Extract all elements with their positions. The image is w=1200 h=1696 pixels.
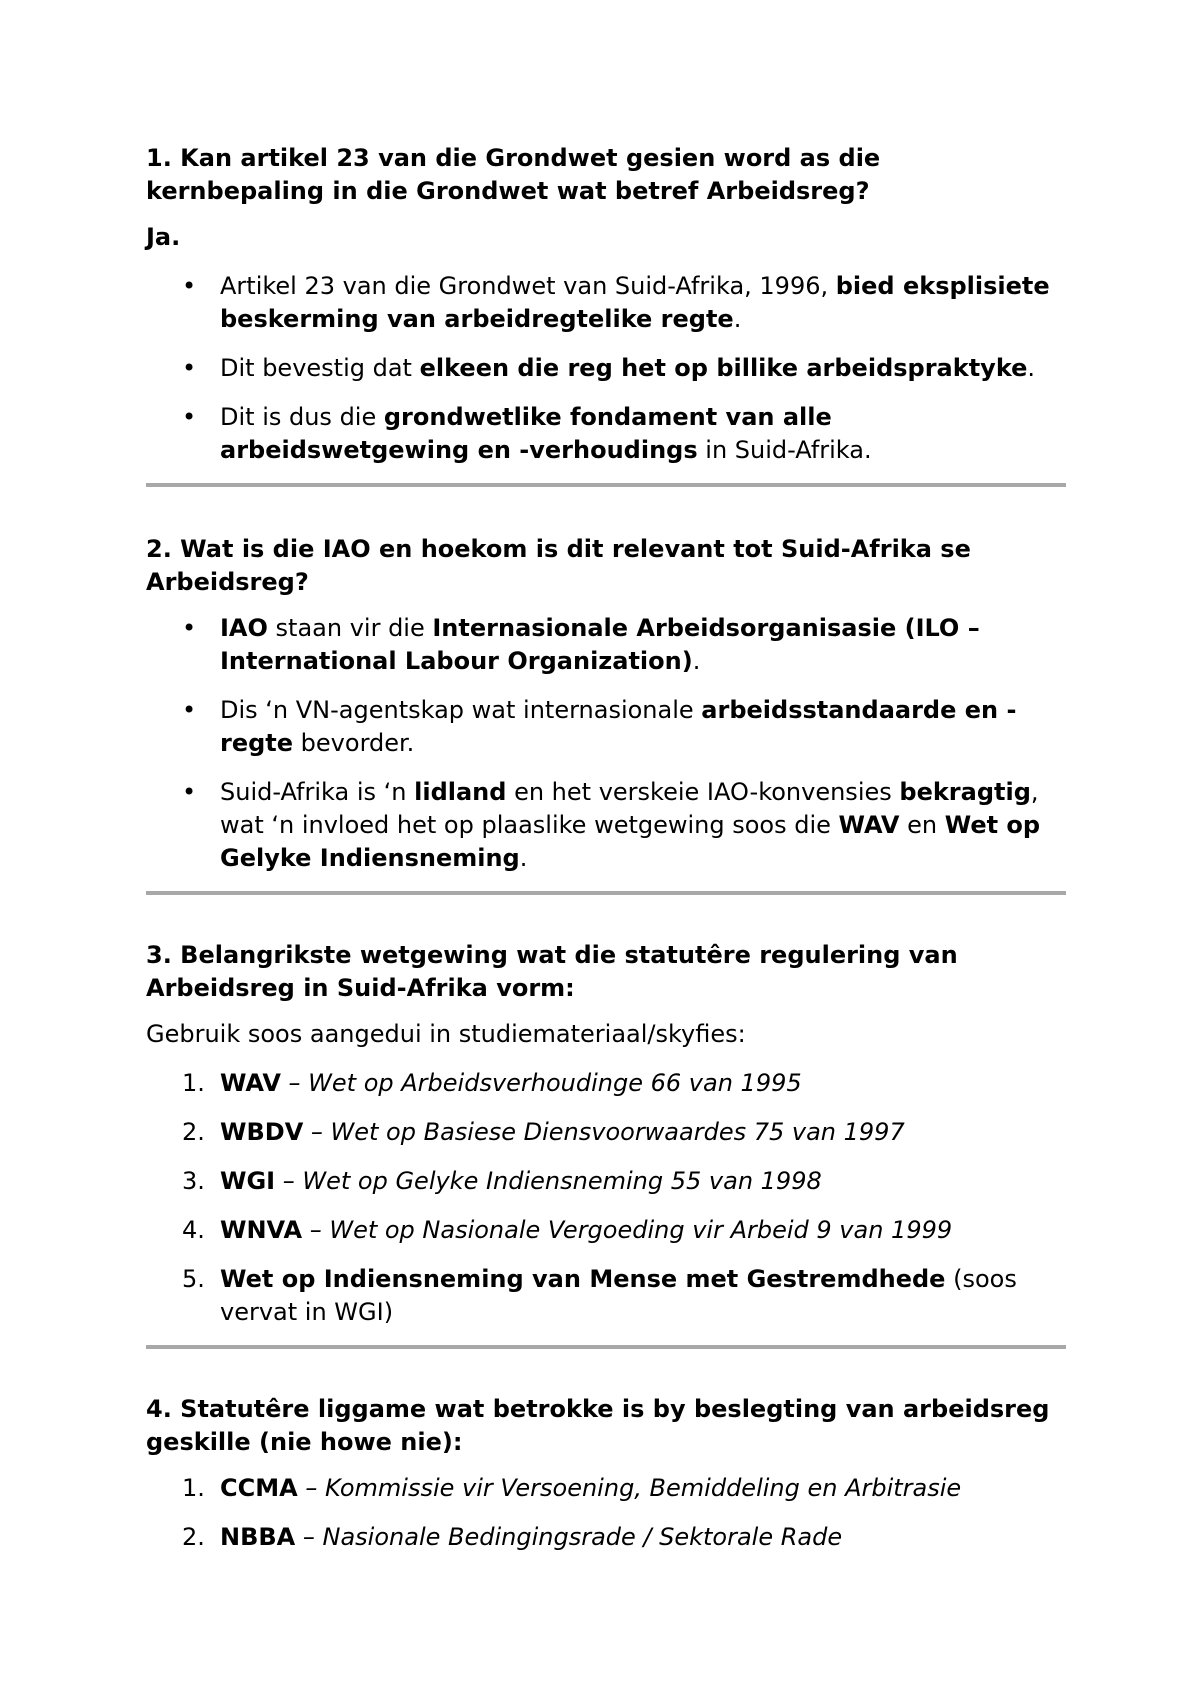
list-number: 5.: [182, 1265, 205, 1293]
list-item: • Artikel 23 van die Grondwet van Suid-Afrika, 1996, bied eksplisiete beskerming van arbeidregtelike regte.: [182, 272, 1050, 333]
bullet-marker: •: [182, 614, 197, 642]
list-number: 2.: [182, 1118, 205, 1146]
bullet-marker: •: [182, 354, 197, 382]
list-number: 3.: [182, 1167, 205, 1195]
section-1-answer: Ja.: [146, 223, 181, 251]
section-3-intro: Gebruik soos aangedui in studiemateriaal/skyfies:: [146, 1020, 746, 1048]
bullet-marker: •: [182, 272, 197, 300]
bullet-marker: •: [182, 403, 197, 431]
section-3-list: [146, 1067, 1066, 1329]
bullet-marker: •: [182, 696, 197, 724]
list-item: • Dit bevestig dat elkeen die reg het op billike arbeidspraktyke.: [146, 352, 1066, 385]
list-item: 2. NBBA – Nasionale Bedingingsrade / Sektorale Rade: [146, 1521, 1066, 1554]
list-item: 1. WAV – Wet op Arbeidsverhoudinge 66 van 1995: [146, 1067, 1066, 1100]
list-item: 2. WBDV – Wet op Basiese Diensvoorwaardes 75 van 1997: [146, 1116, 1066, 1149]
section-2-heading: 2. Wat is die IAO en hoekom is dit relevant tot Suid-Afrika se Arbeidsreg?: [146, 535, 971, 596]
list-item: • Dis ‘n VN-agentskap wat internasionale arbeidsstandaarde en -regte bevorder.: [182, 696, 1017, 757]
section-1: [146, 142, 1066, 467]
section-1-heading: 1. Kan artikel 23 van die Grondwet gesien word as die kernbepaling in die Grondwet wat betref Arbeidsreg?: [146, 144, 881, 205]
list-item: • IAO staan vir die Internasionale Arbeidsorganisasie (ILO – International Labour Organization).: [182, 614, 980, 675]
section-4-heading: 4. Statutêre liggame wat betrokke is by beslegting van arbeidsreg geskille (nie howe nie):: [146, 1395, 1050, 1456]
section-3-heading: 3. Belangrikste wetgewing wat die statutêre regulering van Arbeidsreg in Suid-Afrika vorm:: [146, 941, 958, 1002]
section-1-bullets: [146, 270, 1066, 467]
list-item: • Dit is dus die grondwetlike fondament van alle arbeidswetgewing en -verhoudings in Suid-Afrika.: [182, 403, 872, 464]
section-2: [146, 533, 1066, 875]
list-number: 2.: [182, 1523, 205, 1551]
section-divider: [146, 483, 1066, 487]
list-item: 4. WNVA – Wet op Nasionale Vergoeding vir Arbeid 9 van 1999: [146, 1214, 1066, 1247]
section-3: [146, 939, 1066, 1329]
section-2-bullets: [146, 612, 1066, 875]
list-number: 1.: [182, 1069, 205, 1097]
list-item: 3. WGI – Wet op Gelyke Indiensneming 55 van 1998: [146, 1165, 1066, 1198]
list-item: 1. CCMA – Kommissie vir Versoening, Bemiddeling en Arbitrasie: [146, 1472, 1066, 1505]
list-item: • Suid-Afrika is ‘n lidland en het verskeie IAO-konvensies bekragtig, wat ‘n invloed het op plaaslike wetgewing soos die WAV en Wet op Gelyke Indiensneming.: [182, 778, 1041, 872]
section-4-list: [146, 1472, 1066, 1554]
section-divider: [146, 891, 1066, 895]
section-divider: [146, 1345, 1066, 1349]
document-content: [146, 142, 1066, 1570]
section-4: [146, 1393, 1066, 1554]
list-item: 5. Wet op Indiensneming van Mense met Gestremdhede (soos vervat in WGI): [182, 1265, 1017, 1326]
list-number: 1.: [182, 1474, 205, 1502]
bullet-marker: •: [182, 778, 197, 806]
list-number: 4.: [182, 1216, 205, 1244]
